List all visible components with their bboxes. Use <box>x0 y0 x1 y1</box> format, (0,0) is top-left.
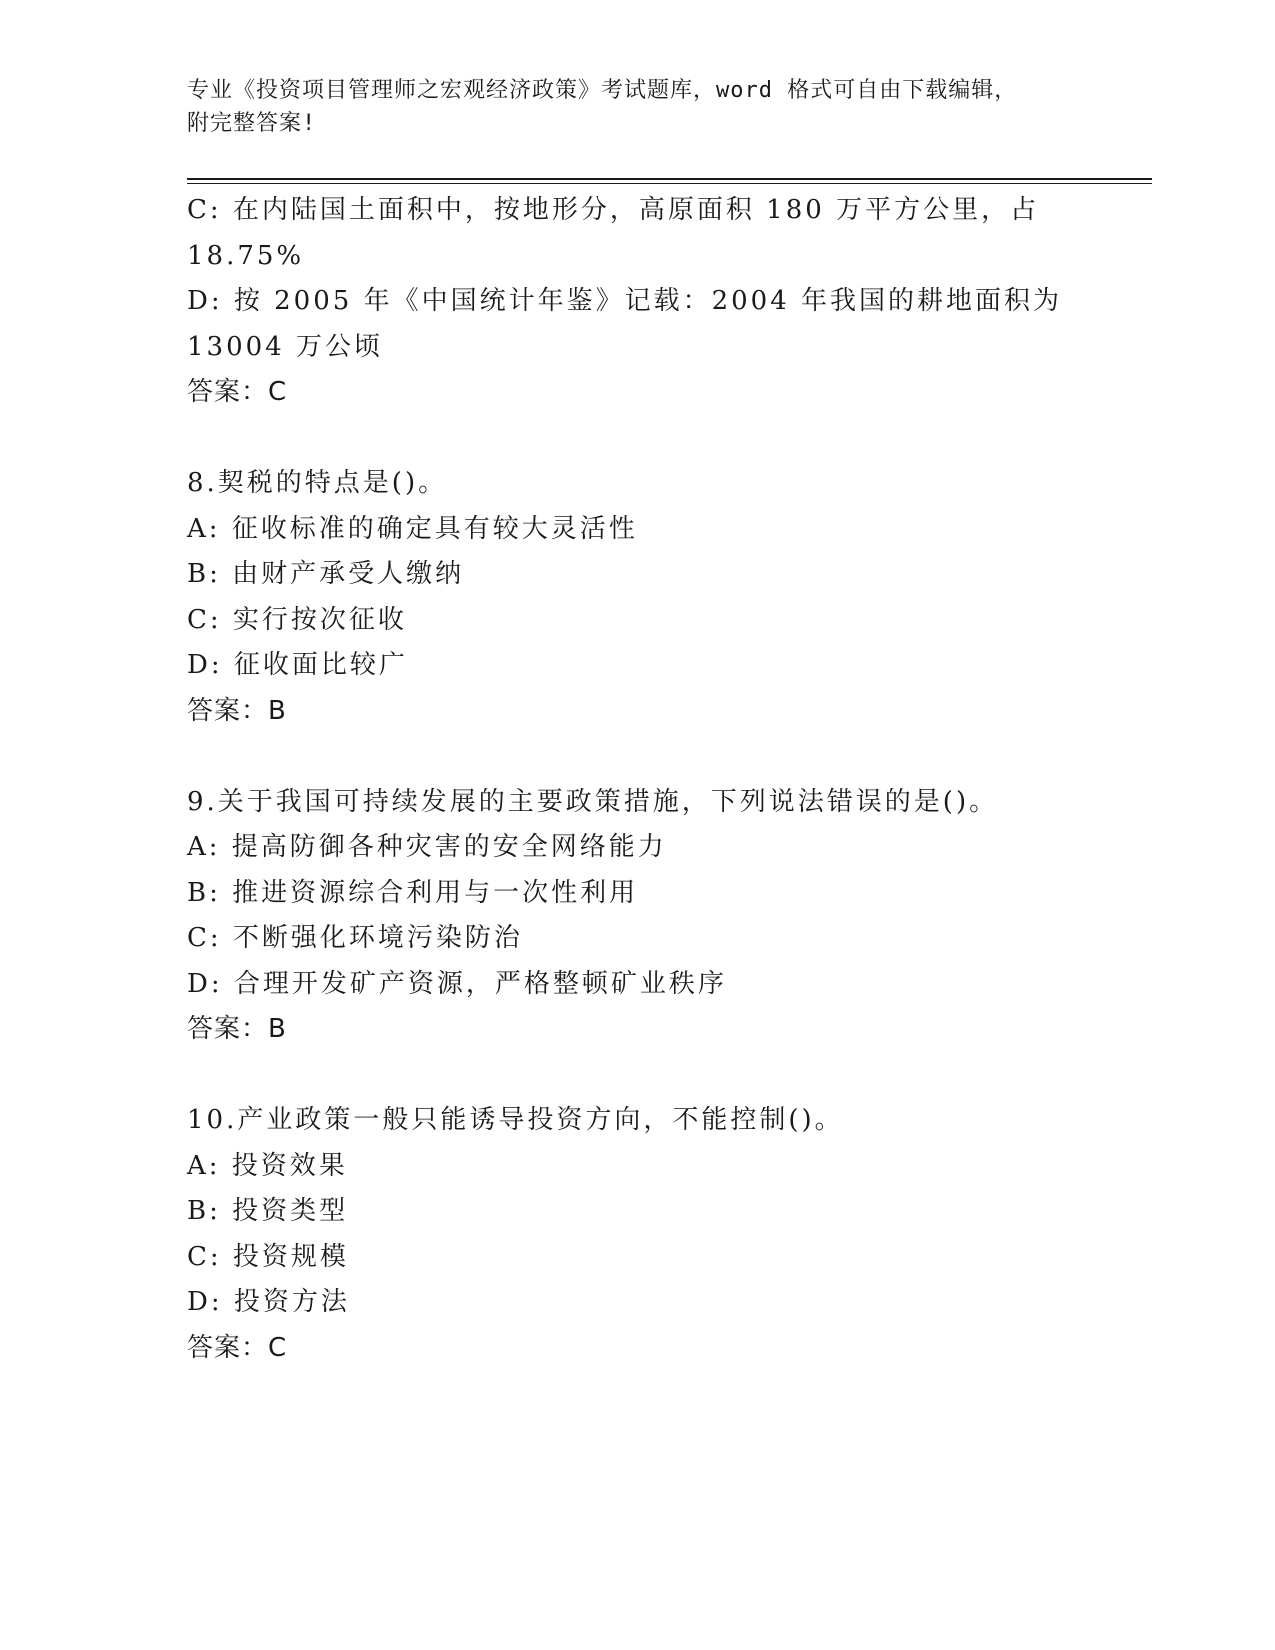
header-line-1: 专业《投资项目管理师之宏观经济政策》考试题库，word 格式可自由下载编辑， <box>187 78 1018 103</box>
option-d-continued: 13004 万公顷 <box>187 331 383 362</box>
option-d: D: 合理开发矿产资源，严格整顿矿业秩序 <box>187 968 727 999</box>
option-c-continued: 18.75% <box>187 240 305 271</box>
header-divider <box>187 178 1152 184</box>
answer-line: 答案：B <box>187 695 287 726</box>
option-c: C: 在内陆国土面积中，按地形分，高原面积 180 万平方公里，占 <box>187 195 1040 225</box>
answer-line: 答案：C <box>187 1332 288 1363</box>
option-d: D: 按 2005 年《中国统计年鉴》记载：2004 年我国的耕地面积为 <box>187 286 1063 316</box>
header-line-2: 附完整答案! <box>187 111 317 136</box>
answer-line: 答案：B <box>187 1014 287 1044</box>
question-stem: 9.关于我国可持续发展的主要政策措施，下列说法错误的是()。 <box>187 786 999 817</box>
option-b: B: 推进资源综合利用与一次性利用 <box>187 877 639 908</box>
option-b: B: 由财产承受人缴纳 <box>187 559 465 589</box>
option-b: B: 投资类型 <box>187 1196 349 1226</box>
option-a: A: 投资效果 <box>187 1150 348 1181</box>
spacer <box>187 416 1067 462</box>
previous-question-tail <box>187 188 1067 416</box>
question-9 <box>187 780 1067 1053</box>
option-a: A: 征收标准的确定具有较大灵活性 <box>187 513 638 544</box>
question-stem: 10.产业政策一般只能诱导投资方向，不能控制()。 <box>187 1105 844 1135</box>
option-c: C: 投资规模 <box>187 1241 349 1272</box>
question-stem: 8.契税的特点是()。 <box>187 468 448 498</box>
option-c: C: 实行按次征收 <box>187 604 407 635</box>
question-8 <box>187 461 1067 734</box>
spacer <box>187 1053 1067 1099</box>
option-c: C: 不断强化环境污染防治 <box>187 923 523 953</box>
option-d: D: 征收面比较广 <box>187 650 408 680</box>
question-list <box>187 188 1067 1371</box>
option-d: D: 投资方法 <box>187 1287 350 1317</box>
option-a: A: 提高防御各种灾害的安全网络能力 <box>187 832 667 862</box>
spacer <box>187 734 1067 780</box>
answer-line: 答案：C <box>187 377 288 407</box>
document-header <box>187 74 1087 140</box>
question-10 <box>187 1098 1067 1371</box>
